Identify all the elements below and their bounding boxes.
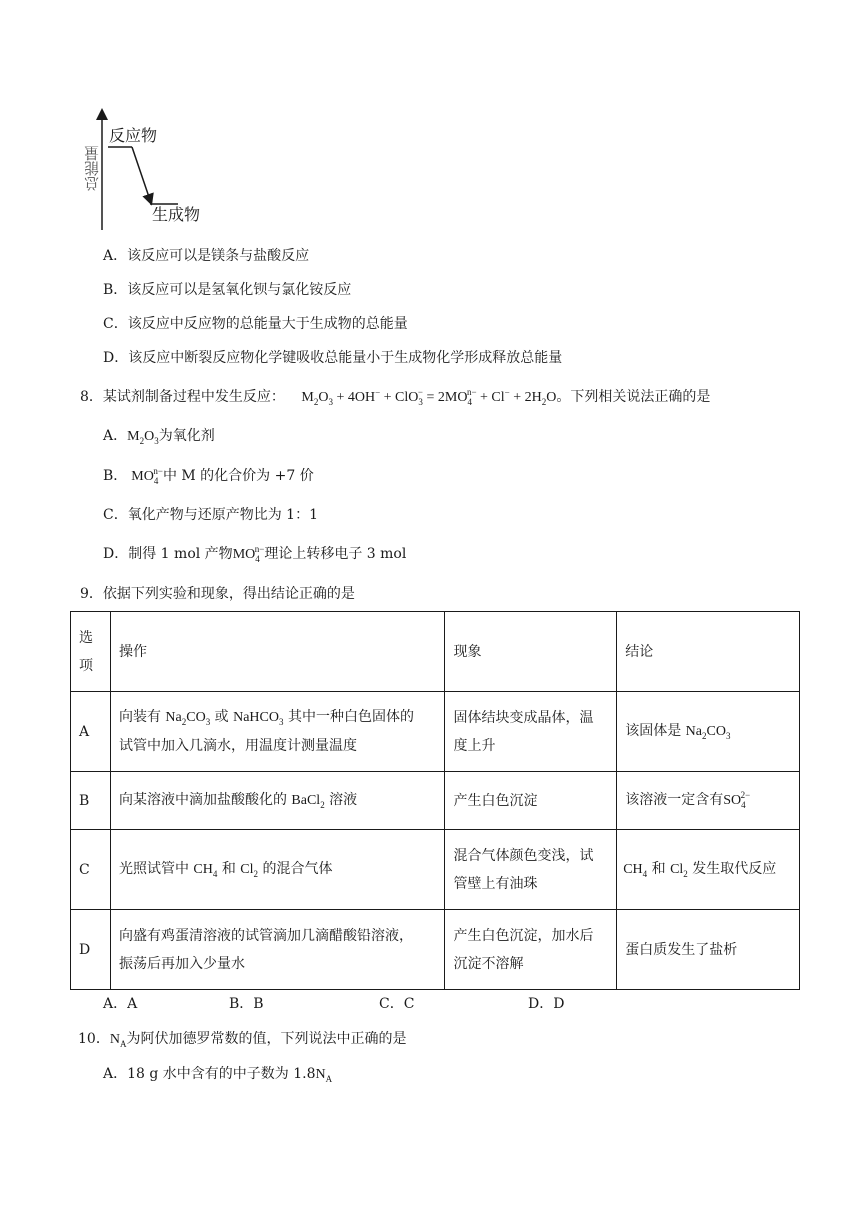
option-letter: C． xyxy=(103,316,128,332)
header-operation: 操作 xyxy=(110,612,444,692)
header-conclusion: 结论 xyxy=(617,612,800,692)
q8-equation: $M_2O_3 + 4OH^- + ClO_3^- = 2MO_4^{n-} + Cl^- + 2H_2O$ xyxy=(301,387,557,407)
chem-mo4: $MO_4^{n-}$ xyxy=(232,544,265,564)
q8-stem xyxy=(80,389,710,407)
option-letter: B． xyxy=(103,282,128,298)
q8-option-a xyxy=(103,428,215,446)
product-label: 生成物 xyxy=(152,205,201,224)
row-phenomenon: 固体结块变成晶体，温 度上升 xyxy=(445,692,617,772)
q9-table xyxy=(70,611,800,990)
header-phenomenon: 现象 xyxy=(445,612,617,692)
option-text: 中 M 的化合价为 +7 价 xyxy=(162,468,314,484)
row-key: A xyxy=(71,692,111,772)
row-phenomenon: 混合气体颜色变浅，试 管壁上有油珠 xyxy=(445,830,617,910)
q9-choice-b: B．B xyxy=(229,996,264,1012)
q8-stem-suffix: 。下列相关说法正确的是 xyxy=(556,389,711,405)
table-row xyxy=(71,692,800,772)
option-letter: D． xyxy=(103,350,129,366)
option-text: 该反应中反应物的总能量大于生成物的总能量 xyxy=(127,316,408,332)
row-conclusion: 蛋白质发生了盐析 xyxy=(617,910,800,990)
option-letter: D． xyxy=(103,546,129,562)
option-letter: A． xyxy=(103,248,128,264)
row-key: D xyxy=(71,910,111,990)
q10-stem: 10．$N_A$为阿伏加德罗常数的值，下列说法中正确的是 xyxy=(78,1031,407,1049)
table-header-row xyxy=(71,612,800,692)
header-option: 选 项 xyxy=(71,612,111,692)
q10-option-a: A．18 g 水中含有的中子数为 $1.8N_A$ xyxy=(103,1066,333,1084)
chem-m2o3: $M_2O_3$ xyxy=(127,429,159,446)
row-conclusion: 该固体是 $Na_2CO_3$ xyxy=(617,692,800,772)
row-phenomenon: 产生白色沉淀 xyxy=(445,772,617,830)
table-row xyxy=(71,910,800,990)
option-text: 理论上转移电子 3 mol xyxy=(264,546,407,562)
option-text: 该反应可以是镁条与盐酸反应 xyxy=(127,248,310,264)
option-letter: A． xyxy=(103,428,128,444)
q7-option-d xyxy=(103,350,562,367)
q8-stem-prefix: 8．某试剂制备过程中发生反应： xyxy=(80,389,285,405)
q7-option-a xyxy=(103,248,309,265)
chem-mo4: $MO_4^{n-}$ xyxy=(131,466,163,486)
q8-option-c xyxy=(103,507,318,524)
y-axis-label: 总能量 xyxy=(83,146,101,191)
q8-option-b xyxy=(103,468,314,486)
q9-choice-d: D．D xyxy=(528,996,565,1012)
option-text: 制得 1 mol 产物 xyxy=(128,546,233,562)
row-operation: 向盛有鸡蛋清溶液的试管滴加几滴醋酸铅溶液， 振荡后再加入少量水 xyxy=(110,910,444,990)
row-phenomenon: 产生白色沉淀，加水后 沉淀不溶解 xyxy=(445,910,617,990)
q9-stem: 9．依据下列实验和现象，得出结论正确的是 xyxy=(80,586,355,602)
row-key: C xyxy=(71,830,111,910)
reactant-label: 反应物 xyxy=(109,126,158,145)
option-letter: B． xyxy=(103,468,128,484)
option-text: 氧化产物与还原产物比为 1：1 xyxy=(127,507,318,523)
row-key: B xyxy=(71,772,111,830)
reaction-arrow xyxy=(132,147,150,200)
table-row xyxy=(71,772,800,830)
row-conclusion: $CH_4$ 和 $Cl_2$ 发生取代反应 xyxy=(617,830,800,910)
row-conclusion: 该溶液一定含有$SO_4^{2-}$ xyxy=(617,772,800,830)
row-operation: 光照试管中 $CH_4$ 和 $Cl_2$ 的混合气体 xyxy=(110,830,444,910)
option-letter: C． xyxy=(103,507,128,523)
q7-option-b xyxy=(103,282,351,299)
row-operation: 向装有 $Na_2CO_3$ 或 NaHCO$_3$ 其中一种白色固体的 试管中加入几滴水，用温度计测量温度 xyxy=(110,692,444,772)
q9-choice-c: C．C xyxy=(379,996,415,1012)
option-text: 该反应可以是氢氧化钡与氯化铵反应 xyxy=(127,282,352,298)
option-text: 该反应中断裂反应物化学键吸收总能量小于生成物化学形成释放总能量 xyxy=(128,350,563,366)
q8-option-d xyxy=(103,546,406,564)
row-operation: 向某溶液中滴加盐酸酸化的 BaCl$_2$ 溶液 xyxy=(110,772,444,830)
option-text: 为氧化剂 xyxy=(158,428,215,444)
q9-choice-a: A．A xyxy=(103,996,138,1012)
q7-option-c xyxy=(103,316,408,333)
table-row xyxy=(71,830,800,910)
